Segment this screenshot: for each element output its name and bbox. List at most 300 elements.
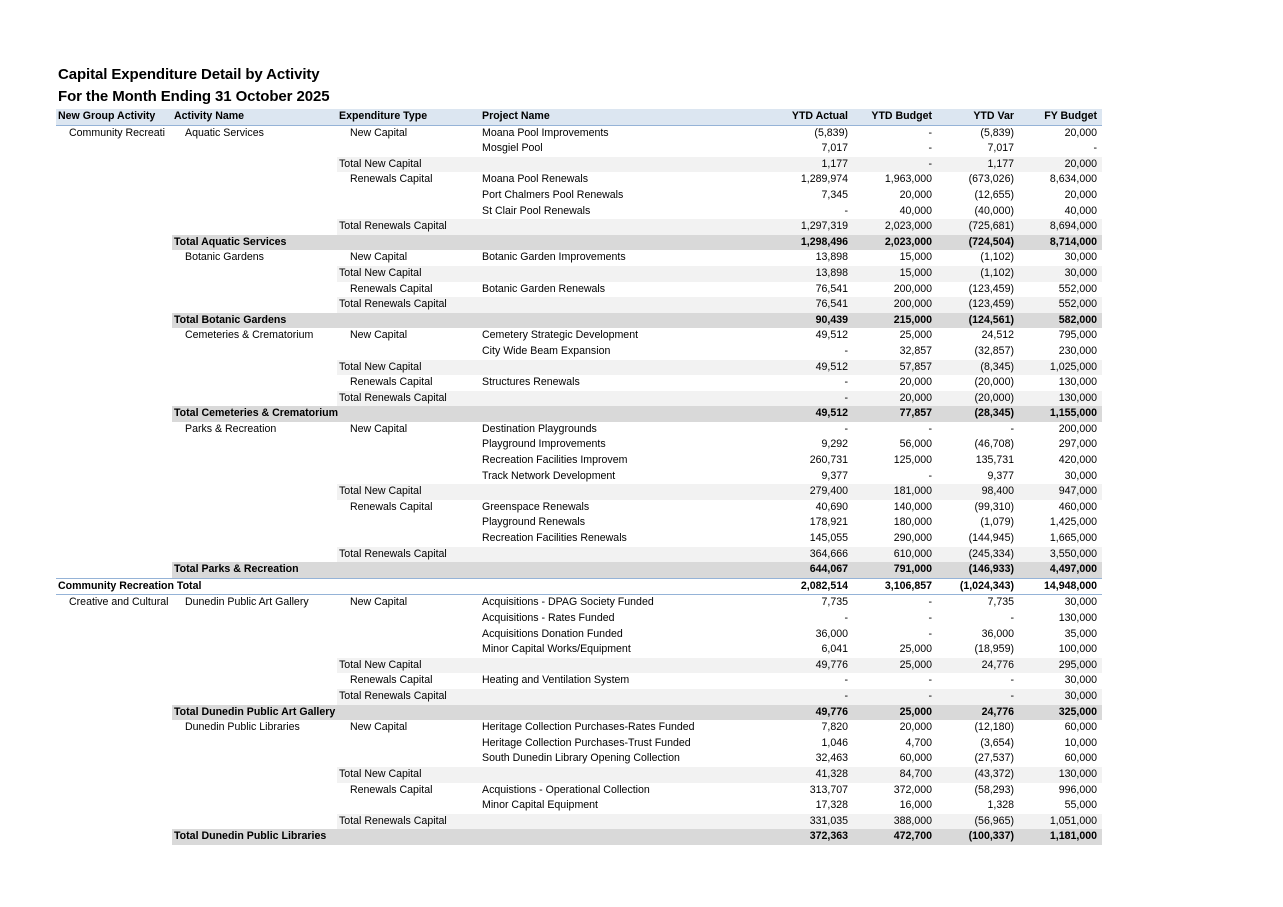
cell-ytd-actual: 36,000 — [815, 627, 848, 640]
cell-fy-budget: 30,000 — [1064, 596, 1097, 609]
cell-group — [56, 751, 172, 767]
cell-ytd-actual: 2,082,514 — [770, 578, 853, 595]
cell-fy-budget: 130,000 — [1019, 391, 1102, 407]
cell-ytd-actual: 76,541 — [770, 297, 853, 313]
cell-ytd-actual: 1,289,974 — [800, 173, 848, 186]
cell-ytd-var: 7,017 — [987, 142, 1014, 155]
cell-ytd-budget: - — [928, 627, 932, 640]
cell-fy-budget: 10,000 — [1064, 736, 1097, 749]
cell-ytd-actual: - — [770, 391, 853, 407]
table-row — [56, 344, 1102, 360]
cell-ytd-actual: - — [844, 612, 848, 624]
table-row — [56, 453, 1102, 469]
empty-cell — [480, 266, 770, 282]
cell-group — [56, 188, 172, 204]
cell-ytd-var: (27,537) — [974, 752, 1014, 765]
cell-fy-budget: 8,714,000 — [1019, 235, 1102, 251]
col-header-fy-budget: FY Budget — [1019, 109, 1102, 125]
cell-fy-budget: 14,948,000 — [1019, 578, 1102, 595]
cell-ytd-var: 9,377 — [987, 469, 1014, 482]
cell-group — [56, 798, 172, 814]
empty-cell — [56, 767, 172, 783]
empty-cell — [56, 484, 172, 500]
cell-ytd-budget: 181,000 — [853, 484, 937, 500]
cell-project: Minor Capital Works/Equipment — [482, 643, 631, 656]
cell-exp-type: New Capital — [350, 329, 408, 342]
cell-exp-type — [337, 798, 480, 814]
cell-exp-type — [337, 642, 480, 658]
table-row — [56, 188, 1102, 204]
empty-cell — [56, 562, 172, 578]
cell-ytd-actual: 331,035 — [770, 814, 853, 830]
cell-ytd-var: 1,177 — [937, 157, 1019, 173]
activity-total-label: Total Dunedin Public Libraries — [172, 829, 480, 845]
cell-group — [56, 736, 172, 752]
cell-ytd-var: (123,459) — [937, 297, 1019, 313]
empty-cell — [56, 689, 172, 705]
cell-ytd-budget: 215,000 — [853, 313, 937, 329]
cell-exp-type — [337, 141, 480, 157]
cell-group — [56, 611, 172, 627]
cell-project: Minor Capital Equipment — [482, 799, 598, 812]
cell-ytd-budget: - — [928, 469, 932, 482]
empty-cell — [56, 219, 172, 235]
col-header-ytd-var: YTD Var — [937, 109, 1019, 125]
cell-ytd-budget: 472,700 — [853, 829, 937, 845]
table-row — [56, 204, 1102, 220]
cell-ytd-var: (43,372) — [937, 767, 1019, 783]
cell-activity — [172, 344, 337, 360]
cell-ytd-budget: 25,000 — [853, 705, 937, 721]
cell-ytd-budget: 4,700 — [905, 736, 932, 749]
activity-total-label: Total Aquatic Services — [172, 235, 480, 251]
cell-ytd-actual: 13,898 — [815, 251, 848, 264]
subtotal-label: Total New Capital — [337, 157, 480, 173]
cell-group — [56, 783, 172, 799]
cell-ytd-var: (123,459) — [968, 282, 1014, 295]
cell-project: Botanic Garden Renewals — [482, 282, 606, 295]
cell-ytd-budget: 32,857 — [899, 344, 932, 357]
cell-exp-type — [337, 627, 480, 643]
cell-ytd-actual: 49,776 — [770, 658, 853, 674]
cell-ytd-var: 36,000 — [981, 627, 1014, 640]
cell-project: Acquisitions - Rates Funded — [482, 612, 615, 624]
cell-project: City Wide Beam Expansion — [482, 344, 611, 357]
cell-group — [56, 642, 172, 658]
empty-cell — [172, 219, 337, 235]
cell-ytd-budget: 2,023,000 — [853, 219, 937, 235]
cell-exp-type: New Capital — [350, 251, 408, 264]
cell-fy-budget: 1,051,000 — [1019, 814, 1102, 830]
empty-cell — [172, 658, 337, 674]
cell-project: Port Chalmers Pool Renewals — [482, 188, 624, 201]
cell-ytd-actual: 1,046 — [821, 736, 848, 749]
cell-group — [56, 673, 172, 689]
cell-ytd-var: (18,959) — [974, 643, 1014, 656]
cell-ytd-budget: 40,000 — [899, 204, 932, 217]
subtotal-row — [56, 391, 1102, 407]
table-row — [56, 673, 1102, 689]
cell-fy-budget: 795,000 — [1058, 329, 1097, 342]
cell-group — [56, 437, 172, 453]
cell-activity: Aquatic Services — [185, 126, 264, 139]
empty-cell — [56, 406, 172, 422]
empty-cell — [480, 658, 770, 674]
cell-group — [56, 282, 172, 298]
cell-project: Acquisitions - DPAG Society Funded — [482, 596, 654, 609]
table-row — [56, 595, 1102, 611]
table-row — [56, 437, 1102, 453]
cell-ytd-var: (1,024,343) — [937, 578, 1019, 595]
cell-fy-budget: 30,000 — [1064, 674, 1097, 687]
cell-fy-budget: 30,000 — [1019, 266, 1102, 282]
cell-activity — [172, 453, 337, 469]
empty-cell — [172, 157, 337, 173]
cell-exp-type — [337, 453, 480, 469]
cell-ytd-budget: 15,000 — [899, 251, 932, 264]
report-title: Capital Expenditure Detail by Activity — [58, 66, 320, 83]
cell-exp-type — [337, 611, 480, 627]
cell-group — [56, 172, 172, 188]
cell-ytd-var: 24,512 — [981, 329, 1014, 342]
empty-cell — [480, 705, 770, 721]
empty-cell — [56, 814, 172, 830]
cell-fy-budget: 20,000 — [1064, 188, 1097, 201]
cell-ytd-var: (245,334) — [937, 547, 1019, 563]
group-total-row — [56, 578, 1102, 595]
cell-ytd-budget: 388,000 — [853, 814, 937, 830]
cell-activity — [172, 798, 337, 814]
cell-ytd-var: (32,857) — [974, 344, 1014, 357]
empty-cell — [172, 814, 337, 830]
empty-cell — [56, 391, 172, 407]
cell-ytd-actual: 1,177 — [770, 157, 853, 173]
empty-cell — [172, 547, 337, 563]
cell-ytd-budget: - — [928, 142, 932, 155]
empty-cell — [480, 391, 770, 407]
subtotal-row — [56, 484, 1102, 500]
table-row — [56, 500, 1102, 516]
cell-ytd-budget: 16,000 — [899, 799, 932, 812]
cell-ytd-var: (1,102) — [937, 266, 1019, 282]
cell-fy-budget: 40,000 — [1064, 204, 1097, 217]
empty-cell — [480, 547, 770, 563]
cell-fy-budget: 1,025,000 — [1019, 360, 1102, 376]
empty-cell — [480, 313, 770, 329]
cell-group — [56, 344, 172, 360]
cell-group — [56, 422, 172, 438]
cell-fy-budget: 582,000 — [1019, 313, 1102, 329]
col-header-project: Project Name — [480, 109, 770, 125]
cell-group — [56, 515, 172, 531]
cell-exp-type — [337, 188, 480, 204]
activity-total-row — [56, 562, 1102, 578]
empty-cell — [172, 484, 337, 500]
table-row — [56, 751, 1102, 767]
empty-cell — [172, 297, 337, 313]
subtotal-label: Total Renewals Capital — [337, 297, 480, 313]
cell-ytd-var: (28,345) — [937, 406, 1019, 422]
cell-ytd-budget: 200,000 — [893, 282, 932, 295]
col-header-exp-type: Expenditure Type — [337, 109, 480, 125]
cell-fy-budget: 30,000 — [1064, 469, 1097, 482]
cell-project: South Dunedin Library Opening Collection — [482, 752, 680, 765]
cell-ytd-budget: 372,000 — [893, 783, 932, 796]
subtotal-row — [56, 157, 1102, 173]
cell-group: Community Recreati — [69, 126, 165, 139]
col-header-ytd-budget: YTD Budget — [853, 109, 937, 125]
cell-fy-budget: 947,000 — [1019, 484, 1102, 500]
cell-ytd-budget: 77,857 — [853, 406, 937, 422]
cell-ytd-actual: 49,512 — [770, 360, 853, 376]
empty-cell — [480, 235, 770, 251]
cell-ytd-var: 98,400 — [937, 484, 1019, 500]
cell-fy-budget: 552,000 — [1019, 297, 1102, 313]
cell-group — [56, 531, 172, 547]
cell-ytd-actual: 364,666 — [770, 547, 853, 563]
cell-fy-budget: - — [1093, 142, 1097, 155]
cell-ytd-var: 1,328 — [987, 799, 1014, 812]
report-subtitle: For the Month Ending 31 October 2025 — [58, 88, 330, 105]
cell-group — [56, 204, 172, 220]
cell-project: Moana Pool Improvements — [482, 126, 609, 139]
cell-ytd-actual: 32,463 — [815, 752, 848, 765]
cell-ytd-actual: (5,839) — [814, 126, 848, 139]
cell-group — [56, 453, 172, 469]
cell-activity: Cemeteries & Crematorium — [185, 329, 314, 342]
empty-cell — [172, 391, 337, 407]
cell-group — [56, 328, 172, 344]
cell-fy-budget: 552,000 — [1058, 282, 1097, 295]
table-row — [56, 736, 1102, 752]
cell-ytd-var: 24,776 — [937, 658, 1019, 674]
cell-ytd-var: (99,310) — [974, 500, 1014, 513]
cell-ytd-budget: 20,000 — [899, 188, 932, 201]
cell-fy-budget: 130,000 — [1058, 376, 1097, 389]
cell-activity — [172, 437, 337, 453]
cell-fy-budget: 325,000 — [1019, 705, 1102, 721]
cell-project: Playground Improvements — [482, 438, 606, 451]
cell-fy-budget: 30,000 — [1064, 251, 1097, 264]
cell-ytd-budget: 20,000 — [899, 721, 932, 734]
cell-fy-budget: 3,550,000 — [1019, 547, 1102, 563]
cell-ytd-actual: 178,921 — [809, 516, 848, 529]
activity-total-label: Total Dunedin Public Art Gallery — [172, 705, 480, 721]
cell-fy-budget: 60,000 — [1064, 752, 1097, 765]
cell-activity — [172, 172, 337, 188]
empty-cell — [56, 266, 172, 282]
cell-ytd-var: 24,776 — [937, 705, 1019, 721]
cell-ytd-budget: 125,000 — [893, 454, 932, 467]
cell-activity: Botanic Gardens — [185, 251, 264, 264]
subtotal-label: Total New Capital — [337, 266, 480, 282]
cell-fy-budget: 55,000 — [1064, 799, 1097, 812]
subtotal-label: Total Renewals Capital — [337, 391, 480, 407]
cell-exp-type: Renewals Capital — [350, 783, 433, 796]
subtotal-row — [56, 360, 1102, 376]
cell-activity: Dunedin Public Libraries — [185, 721, 300, 734]
cell-fy-budget: 1,665,000 — [1049, 532, 1097, 545]
cell-ytd-actual: 6,041 — [821, 643, 848, 656]
subtotal-label: Total New Capital — [337, 360, 480, 376]
empty-cell — [480, 406, 770, 422]
cell-ytd-var: (8,345) — [937, 360, 1019, 376]
empty-cell — [337, 578, 480, 595]
table-row — [56, 798, 1102, 814]
cell-ytd-budget: - — [928, 422, 932, 435]
table-row — [56, 250, 1102, 266]
cell-activity — [172, 531, 337, 547]
cell-ytd-var: (144,945) — [968, 532, 1014, 545]
cell-group — [56, 500, 172, 516]
cell-ytd-var: (46,708) — [974, 438, 1014, 451]
cell-ytd-var: 135,731 — [975, 454, 1014, 467]
cell-activity — [172, 204, 337, 220]
empty-cell — [56, 547, 172, 563]
cell-activity — [172, 500, 337, 516]
empty-cell — [480, 814, 770, 830]
cell-ytd-var: (725,681) — [937, 219, 1019, 235]
cell-ytd-var: (124,561) — [937, 313, 1019, 329]
cell-exp-type: New Capital — [350, 422, 408, 435]
cell-ytd-var: (40,000) — [974, 204, 1014, 217]
cell-ytd-budget: - — [853, 157, 937, 173]
cell-ytd-var: (724,504) — [937, 235, 1019, 251]
cell-activity — [172, 627, 337, 643]
cell-activity — [172, 673, 337, 689]
cell-ytd-actual: 7,735 — [821, 596, 848, 609]
cell-exp-type — [337, 204, 480, 220]
cell-fy-budget: 1,425,000 — [1049, 516, 1097, 529]
cell-group — [56, 141, 172, 157]
cell-ytd-actual: 40,690 — [815, 500, 848, 513]
cell-ytd-actual: 279,400 — [770, 484, 853, 500]
cell-ytd-actual: 90,439 — [770, 313, 853, 329]
cell-fy-budget: 130,000 — [1058, 612, 1097, 624]
cell-ytd-actual: - — [844, 376, 848, 389]
subtotal-row — [56, 547, 1102, 563]
cell-fy-budget: 8,694,000 — [1019, 219, 1102, 235]
cell-ytd-actual: 49,776 — [770, 705, 853, 721]
empty-cell — [56, 658, 172, 674]
capex-table — [56, 109, 1102, 845]
cell-fy-budget: 20,000 — [1064, 126, 1097, 139]
empty-cell — [480, 484, 770, 500]
cell-ytd-actual: 1,298,496 — [770, 235, 853, 251]
cell-activity — [172, 611, 337, 627]
cell-ytd-var: (58,293) — [974, 783, 1014, 796]
cell-fy-budget: 30,000 — [1019, 689, 1102, 705]
cell-ytd-var: - — [1010, 612, 1014, 624]
cell-ytd-budget: 84,700 — [853, 767, 937, 783]
table-row — [56, 611, 1102, 627]
activity-total-label: Total Botanic Gardens — [172, 313, 480, 329]
cell-project: Cemetery Strategic Development — [482, 329, 639, 342]
cell-fy-budget: 20,000 — [1019, 157, 1102, 173]
cell-ytd-var: (20,000) — [974, 376, 1014, 389]
cell-ytd-budget: 25,000 — [899, 643, 932, 656]
table-row — [56, 531, 1102, 547]
cell-activity — [172, 282, 337, 298]
cell-ytd-budget: 200,000 — [853, 297, 937, 313]
empty-cell — [172, 689, 337, 705]
cell-ytd-actual: - — [844, 674, 848, 687]
empty-cell — [172, 767, 337, 783]
cell-ytd-budget: 20,000 — [899, 376, 932, 389]
cell-ytd-actual: 7,017 — [821, 142, 848, 155]
cell-fy-budget: 1,181,000 — [1019, 829, 1102, 845]
cell-ytd-actual: - — [770, 689, 853, 705]
cell-ytd-budget: 25,000 — [899, 329, 932, 342]
cell-ytd-budget: - — [928, 126, 932, 139]
table-row — [56, 141, 1102, 157]
cell-activity — [172, 515, 337, 531]
cell-ytd-budget: 1,963,000 — [884, 173, 932, 186]
empty-cell — [480, 360, 770, 376]
table-body — [56, 125, 1102, 845]
cell-ytd-var: (3,654) — [980, 736, 1014, 749]
cell-project: Playground Renewals — [482, 516, 586, 529]
cell-ytd-actual: 1,297,319 — [770, 219, 853, 235]
subtotal-row — [56, 767, 1102, 783]
cell-ytd-budget: 610,000 — [853, 547, 937, 563]
cell-exp-type: New Capital — [350, 126, 408, 139]
cell-ytd-actual: 17,328 — [815, 799, 848, 812]
table-row — [56, 125, 1102, 141]
empty-cell — [480, 829, 770, 845]
cell-exp-type: Renewals Capital — [350, 173, 433, 186]
cell-project: Structures Renewals — [482, 376, 580, 389]
cell-ytd-var: - — [1010, 422, 1014, 435]
table-row — [56, 720, 1102, 736]
cell-project: Recreation Facilities Renewals — [482, 532, 627, 545]
activity-total-label: Total Parks & Recreation — [172, 562, 480, 578]
cell-ytd-actual: 313,707 — [809, 783, 848, 796]
cell-ytd-actual: 49,512 — [815, 329, 848, 342]
cell-ytd-var: - — [1010, 674, 1014, 687]
cell-ytd-actual: 644,067 — [770, 562, 853, 578]
col-header-ytd-actual: YTD Actual — [770, 109, 853, 125]
subtotal-row — [56, 814, 1102, 830]
empty-cell — [480, 562, 770, 578]
group-total-label: Community Recreation Total — [56, 578, 337, 595]
cell-fy-budget: 200,000 — [1058, 422, 1097, 435]
empty-cell — [172, 360, 337, 376]
cell-ytd-var: (5,839) — [980, 126, 1014, 139]
cell-ytd-actual: 145,055 — [809, 532, 848, 545]
subtotal-label: Total Renewals Capital — [337, 219, 480, 235]
cell-ytd-budget: - — [853, 689, 937, 705]
cell-ytd-budget: 56,000 — [899, 438, 932, 451]
cell-ytd-actual: - — [844, 344, 848, 357]
empty-cell — [480, 689, 770, 705]
cell-ytd-budget: 2,023,000 — [853, 235, 937, 251]
empty-cell — [480, 767, 770, 783]
cell-project: Acquistions - Operational Collection — [482, 783, 650, 796]
cell-project: St Clair Pool Renewals — [482, 204, 591, 217]
cell-fy-budget: 100,000 — [1058, 643, 1097, 656]
cell-project: Greenspace Renewals — [482, 500, 590, 513]
cell-ytd-actual: 49,512 — [770, 406, 853, 422]
cell-ytd-budget: 180,000 — [893, 516, 932, 529]
table-row — [56, 282, 1102, 298]
table-row — [56, 328, 1102, 344]
cell-ytd-budget: 57,857 — [853, 360, 937, 376]
cell-fy-budget: 1,155,000 — [1019, 406, 1102, 422]
empty-cell — [172, 266, 337, 282]
col-header-group: New Group Activity — [56, 109, 172, 125]
empty-cell — [56, 705, 172, 721]
